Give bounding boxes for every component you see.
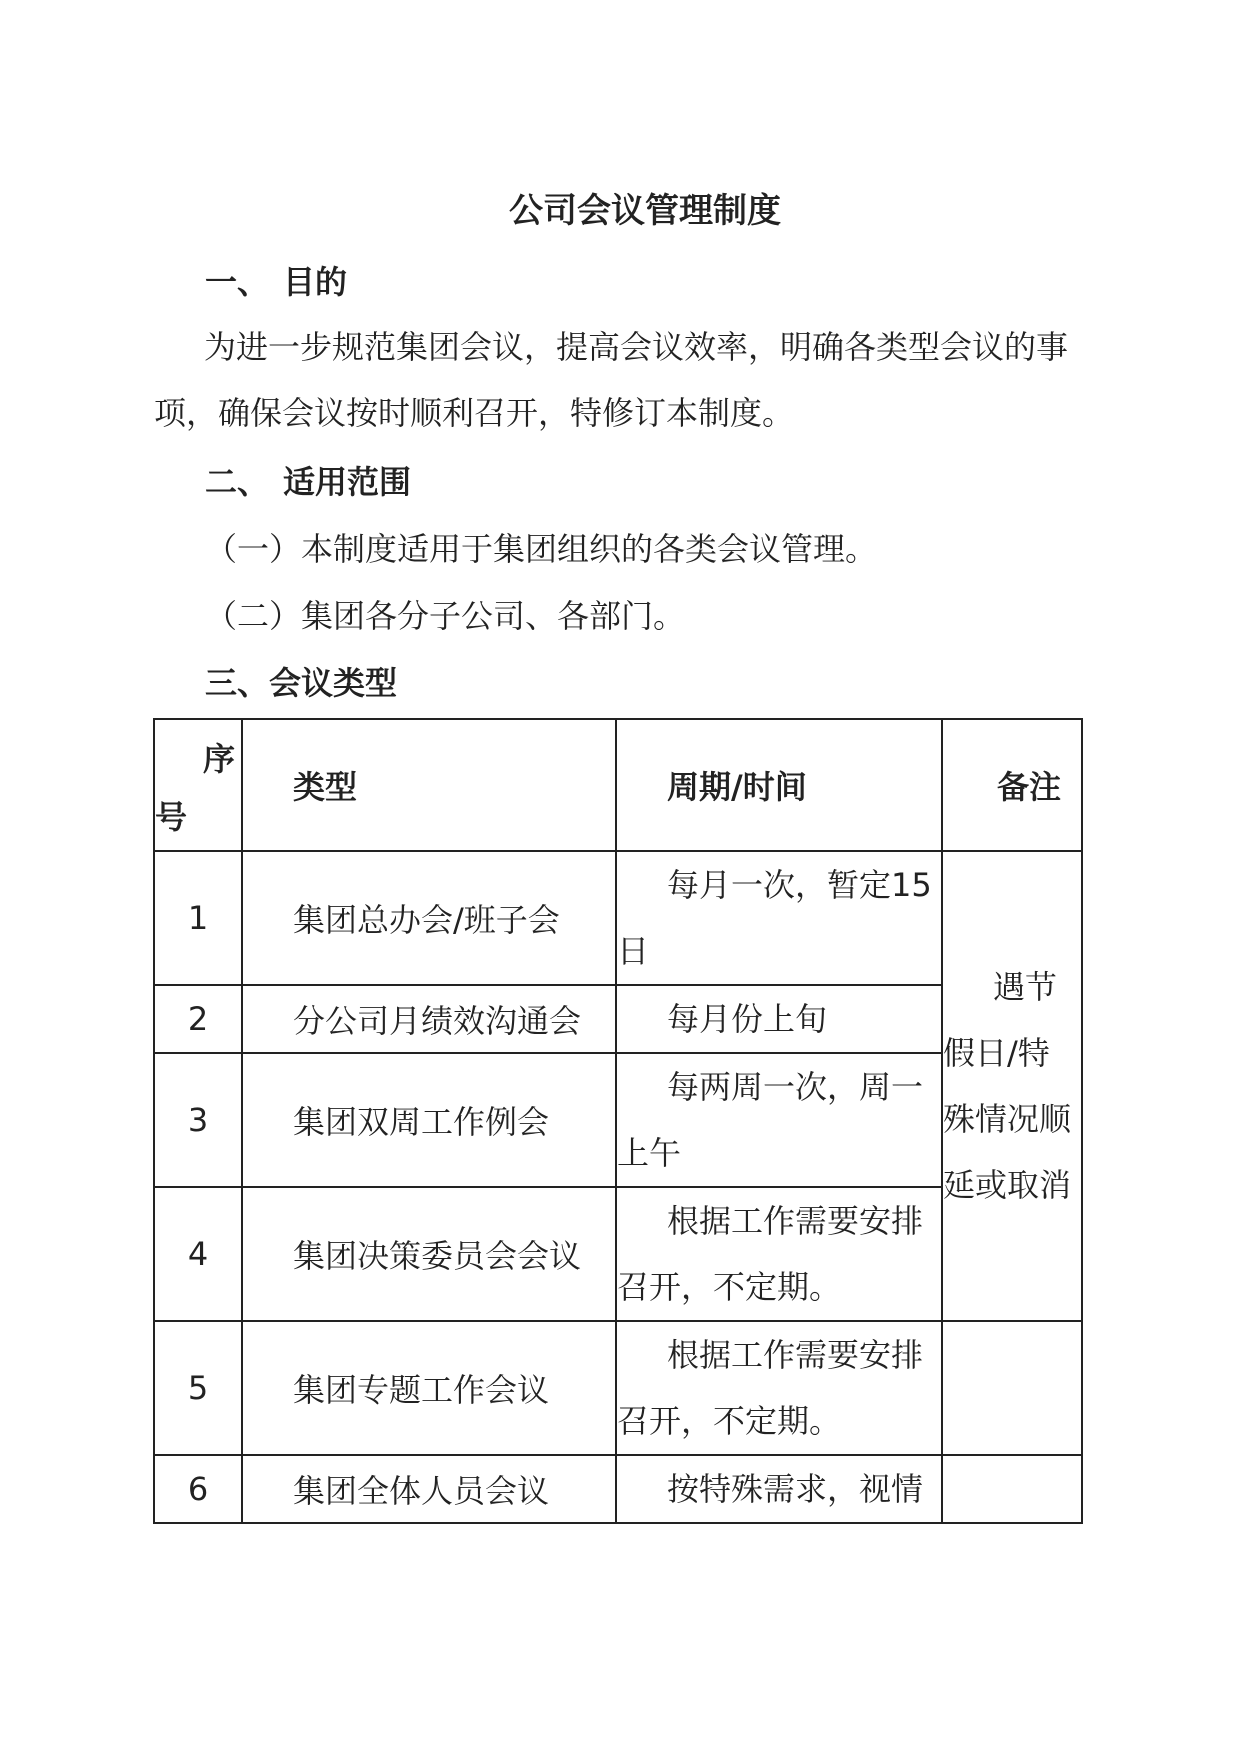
cell-no: 6: [154, 1455, 242, 1523]
cell-type: 集团总办会/班子会: [242, 851, 616, 985]
header-no-part1: 序: [202, 740, 235, 778]
header-no: [154, 719, 242, 851]
scope-item-2: （二）集团各分子公司、各部门。: [205, 597, 686, 635]
table-row: [154, 1455, 1082, 1523]
cell-no: 3: [154, 1053, 242, 1187]
cell-time: 每月份上旬: [616, 985, 942, 1053]
section-heading-purpose: [205, 257, 347, 307]
cell-time: 按特殊需求，视情: [616, 1455, 942, 1523]
cell-time: 根据工作需要安排召开，不定期。: [616, 1187, 942, 1321]
section-number: 一、: [205, 263, 270, 301]
cell-note-merged: 遇节假日/特殊情况顺延或取消: [942, 851, 1082, 1321]
cell-time: 每月一次，暂定15日: [616, 851, 942, 985]
cell-type: 分公司月绩效沟通会: [242, 985, 616, 1053]
cell-note-empty: [942, 1321, 1082, 1455]
header-type: 类型: [242, 719, 616, 851]
cell-type: 集团全体人员会议: [242, 1455, 616, 1523]
purpose-paragraph: 为进一步规范集团会议，提高会议效率，明确各类型会议的事项，确保会议按时顺利召开，特修订本制度。: [154, 328, 1069, 432]
table-header-row: [154, 719, 1082, 851]
cell-time: 每两周一次，周一上午: [616, 1053, 942, 1187]
header-no-part2: 号: [155, 798, 188, 836]
cell-no: 2: [154, 985, 242, 1053]
cell-note-empty: [942, 1455, 1082, 1523]
header-note: 备注: [942, 719, 1082, 851]
meeting-types-table: [153, 718, 1083, 1524]
scope-item-1: （一）本制度适用于集团组织的各类会议管理。: [205, 530, 878, 568]
page-title: 公司会议管理制度: [509, 191, 781, 231]
section-number: 二、: [205, 463, 270, 501]
table-row: [154, 1321, 1082, 1455]
cell-time: 根据工作需要安排召开，不定期。: [616, 1321, 942, 1455]
cell-type: 集团决策委员会会议: [242, 1187, 616, 1321]
cell-no: 5: [154, 1321, 242, 1455]
header-time: 周期/时间: [616, 719, 942, 851]
cell-type: 集团双周工作例会: [242, 1053, 616, 1187]
section-heading-scope: [205, 457, 411, 507]
table-row: [154, 851, 1082, 985]
cell-no: 4: [154, 1187, 242, 1321]
cell-no: 1: [154, 851, 242, 985]
section-title: 目的: [283, 263, 348, 301]
cell-type: 集团专题工作会议: [242, 1321, 616, 1455]
section-heading-meeting-types: 三、会议类型: [205, 664, 398, 702]
section-title: 适用范围: [283, 463, 412, 501]
